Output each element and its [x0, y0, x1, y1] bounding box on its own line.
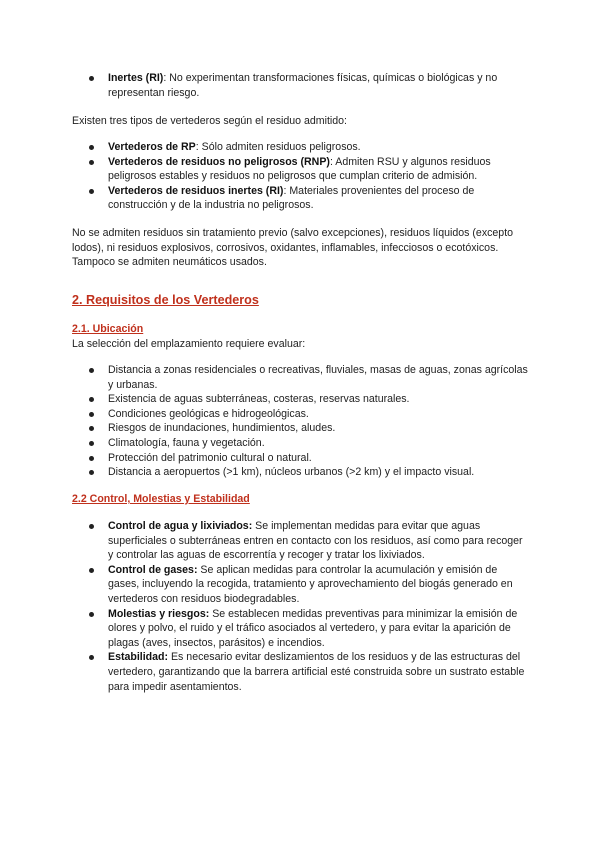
definition: Se implementan medidas para evitar que aguas superficiales o subterráneas entren en contacto con los residuos, así como para recoger y controlar las aguas de escorrentía y recoger y tratar los lixiviados. — [108, 520, 523, 562]
list-item — [72, 650, 528, 694]
term: Molestias y riesgos: — [108, 607, 210, 620]
list-item — [72, 607, 528, 651]
definition: Sólo admiten residuos peligrosos. — [198, 141, 361, 153]
term: Estabilidad: — [108, 651, 169, 664]
definition: Se aplican medidas para controlar la acumulación y emisión de gases, incluyendo la recogida, tratamiento y aprovechamiento del biogás generado en vertederos con residuos biodegradables. — [108, 563, 513, 605]
list-item: Distancia a aeropuertos (>1 km), núcleos urbanos (>2 km) y el impacto visual. — [72, 465, 528, 480]
term: Control de agua y lixiviados: — [108, 520, 253, 532]
definition: Admiten RSU y algunos residuos peligrosos estables y residuos no peligrosos que cumplan criterio de admisión. — [108, 155, 491, 183]
term: Inertes (RI) — [108, 72, 164, 84]
term: Control de gases: — [108, 563, 198, 576]
list-item: Inertes (RI): No experimentan transformaciones físicas, químicas o biológicas y no representan riesgo. — [72, 71, 528, 100]
list-item: Vertederos de RP: Sólo admiten residuos peligrosos. — [72, 140, 528, 155]
not-admitted-paragraph: No se admiten residuos sin tratamiento previo (salvo excepciones), residuos líquidos (excepto lodos), ni residuos explosivos, corrosivos, oxidantes, inflamables, infecciosos o ecotóxicos. Tampoco se admiten neumáticos usados. — [72, 227, 514, 269]
list-item: Protección del patrimonio cultural o natural. — [72, 451, 528, 466]
list-item: Distancia a zonas residenciales o recreativas, fluviales, masas de aguas, zonas agrícolas y urbanas. — [72, 363, 528, 392]
definition: Se establecen medidas preventivas para minimizar la emisión de olores y polvo, el ruido y el tráfico asociados al vertedero, y para evitar la aparición de plagas (aves, insectos, parásitos) e incendios. — [108, 607, 518, 649]
landfill-types-intro: Existen tres tipos de vertederos según el residuo admitido: — [72, 115, 347, 127]
location-criteria-list — [72, 363, 528, 480]
list-item: Climatología, fauna y vegetación. — [72, 436, 528, 451]
definition: No experimentan transformaciones físicas, químicas o biológicas y no representan riesgo. — [108, 72, 498, 99]
term: Vertederos de residuos no peligrosos (RNP) — [108, 155, 330, 168]
list-item: Vertederos de residuos inertes (RI): Materiales provenientes del proceso de construcción y de la industria no peligrosos. — [72, 184, 528, 213]
list-item: Riesgos de inundaciones, hundimientos, aludes. — [72, 421, 528, 436]
list-item: Vertederos de residuos no peligrosos (RNP): Admiten RSU y algunos residuos peligrosos estables y residuos no peligrosos que cumplan criterio de admisión. — [72, 155, 528, 184]
definition: Es necesario evitar deslizamientos de los residuos y de las estructuras del vertedero, garantizando que la barrera artificial esté construida sobre un sustrato estable para impedir asentamientos. — [108, 651, 525, 693]
subsection-heading-control: 2.2 Control, Molestias y Estabilidad — [72, 493, 250, 505]
control-measures-list — [72, 519, 528, 694]
list-item — [72, 519, 528, 563]
subsection-heading-location: 2.1. Ubicación — [72, 323, 144, 335]
location-intro: La selección del emplazamiento requiere evaluar: — [72, 338, 306, 350]
definition: Materiales provenientes del proceso de construcción y de la industria no peligrosos. — [108, 184, 475, 212]
list-item — [72, 563, 528, 607]
term: Vertederos de RP — [108, 141, 196, 153]
section-heading: 2. Requisitos de los Vertederos — [72, 293, 259, 307]
list-item: Existencia de aguas subterráneas, costeras, reservas naturales. — [72, 392, 528, 407]
term: Vertederos de residuos inertes (RI) — [108, 184, 284, 197]
list-item: Condiciones geológicas e hidrogeológicas. — [72, 407, 528, 422]
waste-class-list — [72, 71, 528, 100]
landfill-types-list — [72, 140, 528, 213]
